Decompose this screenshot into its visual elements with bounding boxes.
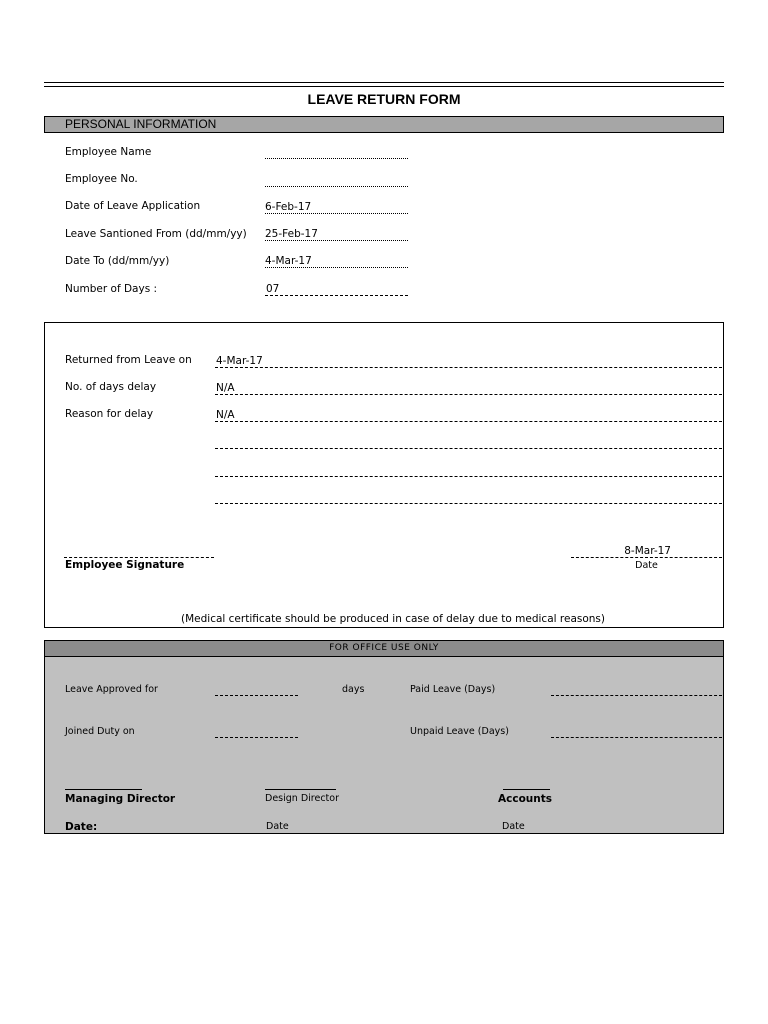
top-divider bbox=[44, 82, 724, 83]
number-of-days-label: Number of Days : bbox=[65, 283, 158, 295]
days-delay-field[interactable] bbox=[215, 382, 722, 395]
date-to-field[interactable] bbox=[265, 255, 408, 268]
accounts-date-label: Date bbox=[502, 821, 525, 832]
employee-no-field[interactable] bbox=[265, 186, 408, 187]
managing-director-signature-line[interactable] bbox=[65, 789, 142, 790]
signature-date-value: 8-Mar-17 bbox=[624, 545, 671, 557]
leave-application-date-value: 6-Feb-17 bbox=[265, 201, 312, 213]
employee-signature-label: Employee Signature bbox=[65, 559, 185, 571]
paid-leave-field[interactable] bbox=[551, 695, 722, 696]
design-director-date-label: Date bbox=[266, 821, 289, 832]
days-delay-label: No. of days delay bbox=[65, 381, 157, 393]
employee-name-field[interactable] bbox=[265, 158, 408, 159]
number-of-days-value: 07 bbox=[266, 283, 280, 295]
reason-line-3[interactable] bbox=[215, 476, 722, 477]
leave-application-date-field[interactable] bbox=[265, 201, 408, 214]
employee-name-label: Employee Name bbox=[65, 146, 152, 158]
managing-director-date-label: Date: bbox=[65, 821, 98, 833]
leave-approved-field[interactable] bbox=[215, 695, 298, 696]
paid-leave-label: Paid Leave (Days) bbox=[410, 684, 496, 695]
personal-info-header bbox=[44, 116, 724, 133]
unpaid-leave-field[interactable] bbox=[551, 737, 722, 738]
signature-date-line[interactable] bbox=[571, 557, 722, 558]
reason-for-delay-label: Reason for delay bbox=[65, 408, 154, 420]
form-title: LEAVE RETURN FORM bbox=[307, 91, 461, 107]
leave-sanctioned-from-value: 25-Feb-17 bbox=[265, 228, 318, 240]
number-of-days-field[interactable] bbox=[265, 283, 408, 296]
reason-line-4[interactable] bbox=[215, 503, 722, 504]
top-divider-2 bbox=[44, 86, 724, 87]
days-delay-value: N/A bbox=[216, 382, 235, 394]
design-director-signature-line[interactable] bbox=[265, 789, 336, 790]
returned-from-leave-field[interactable] bbox=[215, 355, 722, 368]
medical-certificate-note: (Medical certificate should be produced in case of delay due to medical reasons) bbox=[181, 613, 605, 625]
design-director-label: Design Director bbox=[265, 793, 339, 804]
signature-date-label: Date bbox=[635, 560, 658, 571]
employee-no-label: Employee No. bbox=[65, 173, 138, 185]
accounts-signature-line[interactable] bbox=[503, 789, 550, 790]
office-use-header: FOR OFFICE USE ONLY bbox=[44, 640, 724, 657]
leave-application-date-label: Date of Leave Application bbox=[65, 200, 201, 212]
leave-sanctioned-from-label: Leave Santioned From (dd/mm/yy) bbox=[65, 228, 247, 240]
accounts-label: Accounts bbox=[498, 793, 553, 805]
employee-signature-line[interactable] bbox=[64, 557, 214, 558]
personal-info-header-label: PERSONAL INFORMATION bbox=[65, 117, 217, 131]
returned-from-leave-value: 4-Mar-17 bbox=[216, 355, 263, 367]
returned-from-leave-label: Returned from Leave on bbox=[65, 354, 192, 366]
days-label: days bbox=[342, 684, 365, 695]
date-to-label: Date To (dd/mm/yy) bbox=[65, 255, 170, 267]
joined-duty-label: Joined Duty on bbox=[65, 726, 135, 737]
reason-line-2[interactable] bbox=[215, 448, 722, 449]
leave-sanctioned-from-field[interactable] bbox=[265, 228, 408, 241]
reason-for-delay-value: N/A bbox=[216, 409, 235, 421]
leave-approved-label: Leave Approved for bbox=[65, 684, 158, 695]
managing-director-label: Managing Director bbox=[65, 793, 176, 805]
reason-for-delay-field[interactable] bbox=[215, 409, 722, 422]
date-to-value: 4-Mar-17 bbox=[265, 255, 312, 267]
unpaid-leave-label: Unpaid Leave (Days) bbox=[410, 726, 509, 737]
joined-duty-field[interactable] bbox=[215, 737, 298, 738]
